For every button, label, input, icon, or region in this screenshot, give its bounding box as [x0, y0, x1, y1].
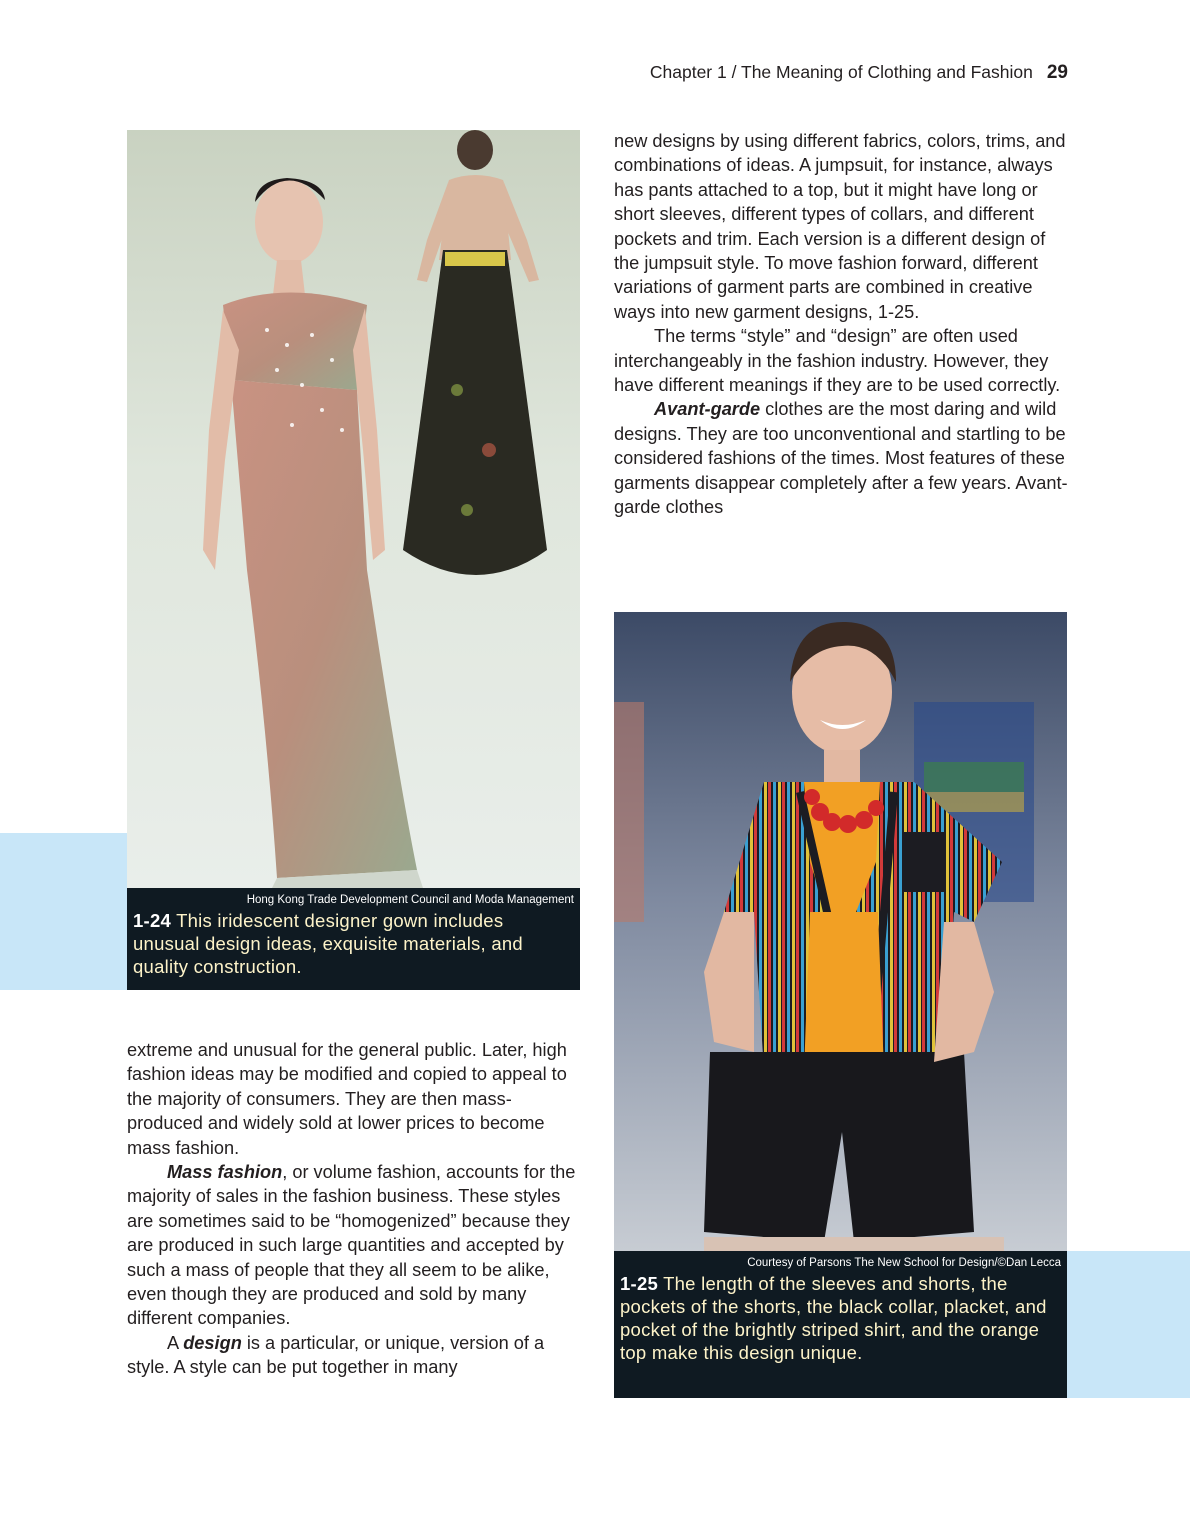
paragraph: The terms “style” and “design” are often used interchangeably in the fashion industry. However, they have different meanings if they are to be used correctly.: [614, 326, 1061, 396]
paragraph-text: , or volume fashion, accounts for the majority of sales in the fashion business. These styles are sometimes said to be “homogenized” because they are produced in such large quantities and accepted by such a mass of people that they all seem to be alike, even though they are produced and sold by many different companies.: [127, 1162, 576, 1329]
paragraph: [127, 1331, 579, 1380]
paragraph-text: clothes are the most daring and wild designs. They are too unconventional and startling to be considered fashions of the times. Most features of these garments disappear completely after a few years. Avant-garde clothes: [614, 399, 1068, 518]
running-header: [650, 62, 1068, 84]
key-term: design: [183, 1332, 242, 1353]
paragraph-lead: A: [167, 1332, 184, 1353]
figure-1-25-caption: [614, 1251, 1067, 1398]
gown-illustration: [127, 130, 580, 888]
right-column-text: [614, 129, 1070, 520]
paragraph-text: is a particular, or unique, version of a style. A style can be put together in many: [127, 1332, 545, 1378]
paragraph: [614, 397, 1070, 519]
key-term: Mass fashion: [167, 1162, 283, 1183]
photo-credit: Hong Kong Trade Development Council and Moda Management: [246, 894, 574, 906]
figure-number: 1-24: [133, 910, 172, 931]
caption-body: The length of the sleeves and shorts, the pockets of the shorts, the black collar, placket, and pocket of the brightly striped shirt, and the orange top make this design unique.: [620, 1273, 1047, 1363]
caption-text: [620, 1272, 1061, 1364]
caption-text: [133, 909, 574, 978]
figure-1-25-photo: [614, 612, 1067, 1251]
figure-1-24-caption: [127, 888, 580, 990]
left-column-text: [127, 1038, 579, 1380]
paragraph: new designs by using different fabrics, colors, trims, and combinations of ideas. A jumpsuit, for instance, always has pants attached to a top, but it might have long or short sleeves, different types of collars, and different pockets and trim. Each version is a different design of the jumpsuit style. To move fashion forward, different variations of garment parts are combined in creative ways into new garment designs, 1-25.: [614, 131, 1066, 322]
accent-bar-left: [0, 833, 127, 990]
page-number: 29: [1046, 62, 1068, 83]
chapter-title: Chapter 1 / The Meaning of Clothing and Fashion: [649, 62, 1033, 82]
key-term: Avant-garde: [654, 399, 761, 420]
accent-bar-right: [1067, 1251, 1190, 1398]
figure-1-24-photo: [127, 130, 580, 888]
paragraph: extreme and unusual for the general public. Later, high fashion ideas may be modified and copied to appeal to the majority of consumers. They are then mass-produced and widely sold at lower prices to become mass fashion.: [127, 1040, 567, 1158]
photo-credit: Courtesy of Parsons The New School for Design/©Dan Lecca: [747, 1257, 1061, 1269]
figure-number: 1-25: [620, 1273, 659, 1294]
caption-body: This iridescent designer gown includes unusual design ideas, exquisite materials, and quality construction.: [133, 910, 523, 977]
striped-shirt-illustration: [614, 612, 1067, 1251]
paragraph: [127, 1160, 579, 1331]
